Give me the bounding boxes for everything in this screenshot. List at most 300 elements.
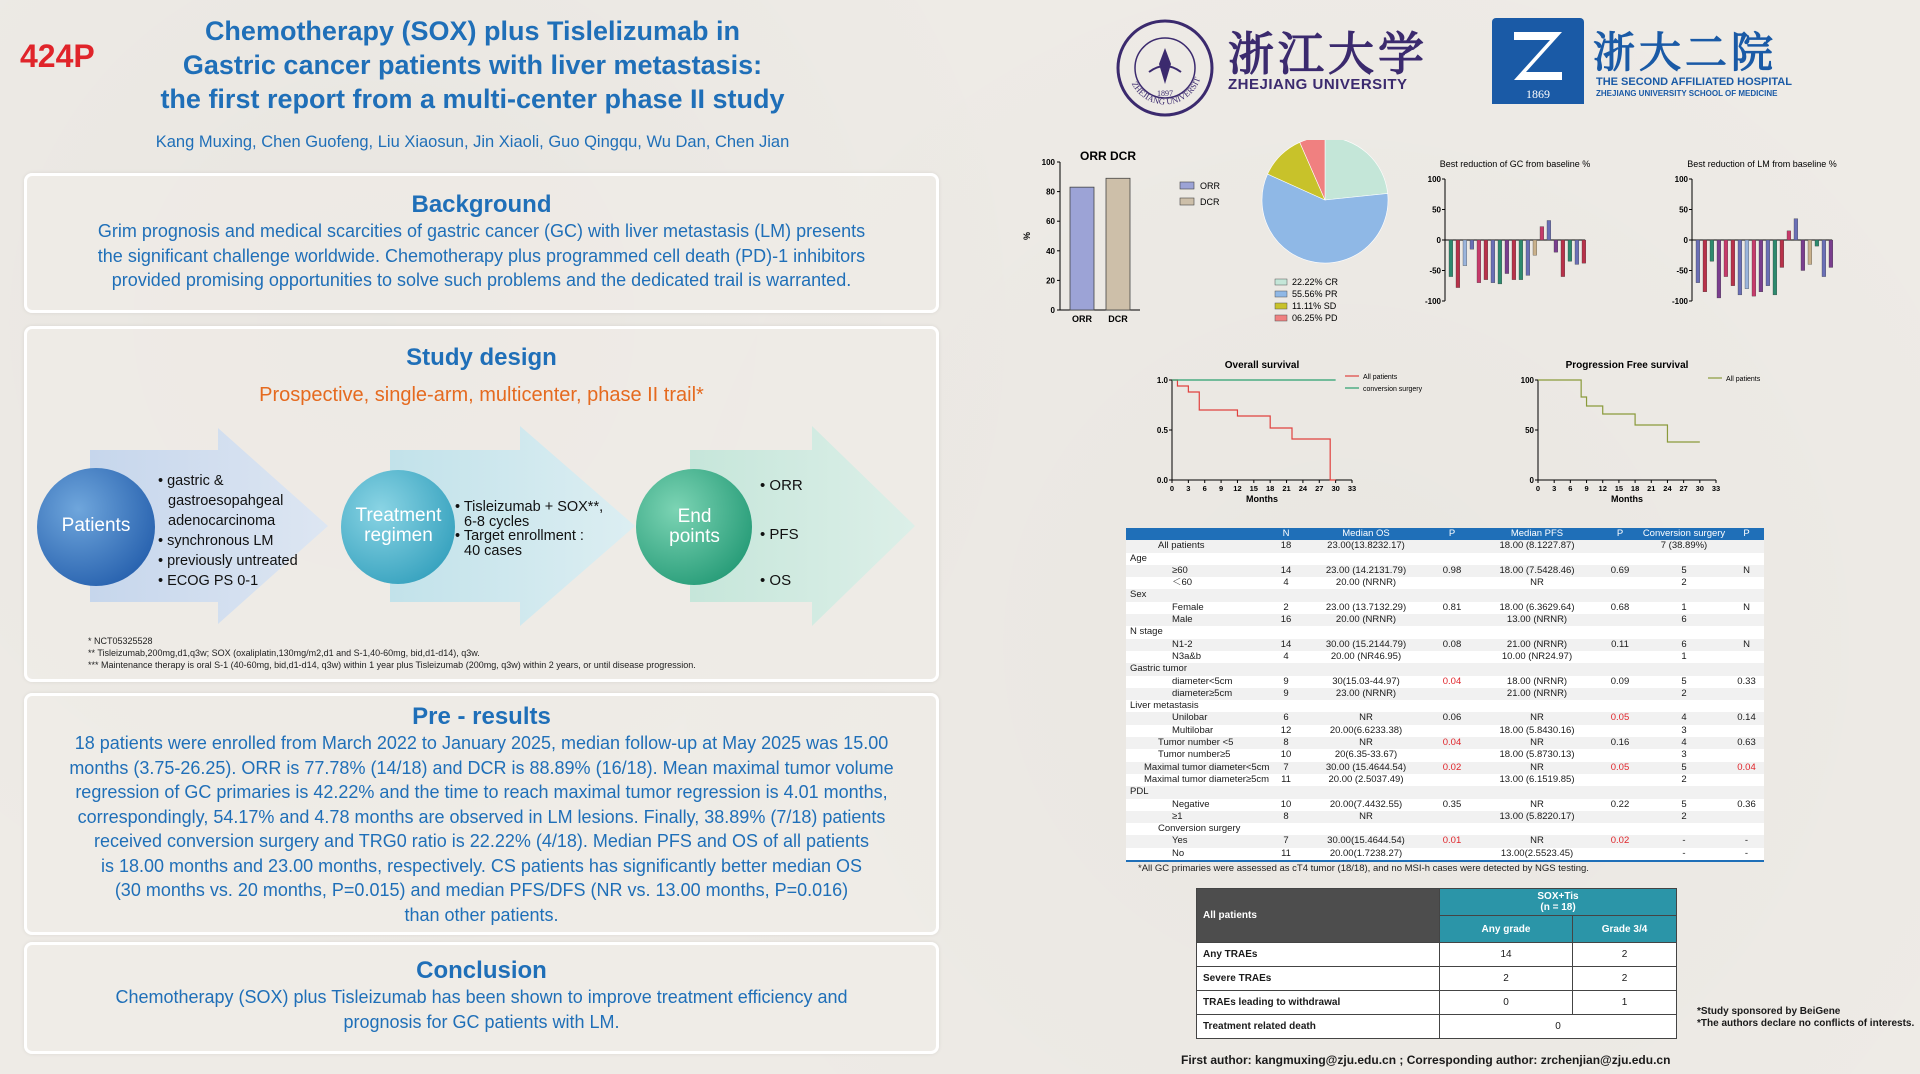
p-cell xyxy=(1729,811,1764,823)
p-cell xyxy=(1601,663,1639,675)
treatment-items xyxy=(455,500,603,558)
p-cell xyxy=(1601,848,1639,860)
chart-title: Best reduction of GC from baseline % xyxy=(1439,159,1591,169)
os-cell: 30.00 (15.2144.79) xyxy=(1301,639,1431,651)
os-cell: 20(6.35-33.67) xyxy=(1301,749,1431,761)
pfs-cell: 10.00 (NR24.97) xyxy=(1473,651,1601,663)
p-cell: 0.04 xyxy=(1729,762,1764,774)
bar xyxy=(1561,240,1565,277)
criteria-item: • gastric & xyxy=(158,473,224,489)
x-tick-label: 3 xyxy=(1186,484,1191,493)
p-cell: 0.02 xyxy=(1431,762,1473,774)
row-label: diameter<5cm xyxy=(1126,676,1271,688)
row-label: PDL xyxy=(1126,786,1271,798)
y-tick-label: 0 xyxy=(1529,476,1534,485)
bar xyxy=(1477,240,1481,283)
zju-name-cn: 浙江大学 xyxy=(1228,27,1428,81)
p-cell xyxy=(1601,774,1639,786)
legend-swatch xyxy=(1180,198,1194,205)
contact-line: First author: kangmuxing@zju.edu.cn ; Corresponding author: zrchenjian@zju.edu.cn xyxy=(1181,1053,1671,1067)
n-cell: 6 xyxy=(1271,712,1301,724)
pfs-cell xyxy=(1473,663,1601,675)
os-cell: 20.00(7.4432.55) xyxy=(1301,799,1431,811)
x-tick-label: 15 xyxy=(1249,484,1258,493)
y-tick-label: -50 xyxy=(1429,266,1441,276)
cs-cell: 6 xyxy=(1639,639,1729,651)
x-tick-label: 21 xyxy=(1647,484,1656,493)
pfs-cell xyxy=(1473,823,1601,835)
trae-cell: 0 xyxy=(1440,991,1573,1015)
trae-header-row xyxy=(1197,889,1677,916)
bar xyxy=(1491,240,1495,283)
table-row xyxy=(1126,700,1764,712)
p-cell xyxy=(1729,626,1764,638)
poster-id: 424P xyxy=(20,38,95,74)
pfs-cell: 18.00 (5.8730.13) xyxy=(1473,749,1601,761)
criteria-item: • synchronous LM xyxy=(158,533,274,549)
bar xyxy=(1731,240,1735,286)
pfs-cell: NR xyxy=(1473,762,1601,774)
y-tick-label: 0.0 xyxy=(1156,476,1168,485)
bar xyxy=(1738,240,1742,295)
x-tick-label: 15 xyxy=(1614,484,1624,493)
p-cell: 0.14 xyxy=(1729,712,1764,724)
endpoint-orr: • ORR xyxy=(760,477,803,494)
pre-results-line: correspondingly, 54.17% and 4.78 months are observed in LM lesions. Finally, 38.89% (7/18) patients xyxy=(77,806,886,827)
os-cell xyxy=(1301,589,1431,601)
n-cell: 10 xyxy=(1271,749,1301,761)
os-cell: 23.00 (14.2131.79) xyxy=(1301,565,1431,577)
legend-swatch xyxy=(1275,291,1287,297)
pre-results-line: is 18.00 months and 23.00 months, respectively. CS patients has significantly better median OS xyxy=(100,855,863,876)
trae-row-label: Any TRAEs xyxy=(1197,943,1440,967)
x-tick-label: ORR xyxy=(1072,314,1092,324)
table-row xyxy=(1126,651,1764,663)
row-label: Maximal tumor diameter≥5cm xyxy=(1126,774,1271,786)
table-row xyxy=(1126,688,1764,700)
conclusion-text xyxy=(27,985,936,1034)
trae-cell: 14 xyxy=(1440,943,1573,967)
y-tick-label: 20 xyxy=(1046,276,1055,286)
os-cell: 20.00 (NRNR) xyxy=(1301,577,1431,589)
table-row xyxy=(1126,553,1764,565)
p-cell: 0.16 xyxy=(1601,737,1639,749)
p-cell xyxy=(1431,577,1473,589)
pfs-cell xyxy=(1473,786,1601,798)
chart-title: Overall survival xyxy=(1224,360,1300,371)
trae-row-label: TRAEs leading to withdrawal xyxy=(1197,991,1440,1015)
table-header-cell: P xyxy=(1431,528,1473,540)
hospital-name-cn: 浙大二院 xyxy=(1593,28,1778,77)
bar xyxy=(1519,240,1523,280)
bar xyxy=(1710,240,1714,261)
bar xyxy=(1575,240,1579,264)
row-label: No xyxy=(1126,848,1271,860)
table-row xyxy=(1126,663,1764,675)
x-tick-label: 21 xyxy=(1282,484,1291,493)
treatment-item: 6-8 cycles xyxy=(464,513,530,530)
criteria-item: adenocarcinoma xyxy=(168,513,276,529)
row-label: Yes xyxy=(1126,835,1271,847)
cs-cell: 3 xyxy=(1639,749,1729,761)
bar xyxy=(1505,240,1509,274)
legend-label: 22.22% CR xyxy=(1292,277,1339,287)
endpoint-pfs: • PFS xyxy=(760,526,799,543)
pfs-cell: NR xyxy=(1473,712,1601,724)
pfs-cell: 18.00 (6.3629.64) xyxy=(1473,602,1601,614)
os-cell: 30.00(15.4644.54) xyxy=(1301,835,1431,847)
trae-row xyxy=(1197,967,1677,991)
row-label: Unilobar xyxy=(1126,712,1271,724)
p-cell xyxy=(1601,700,1639,712)
cs-cell xyxy=(1639,823,1729,835)
x-tick-label: 9 xyxy=(1584,484,1589,493)
study-design-subtitle: Prospective, single-arm, multicenter, phase II trail* xyxy=(259,384,704,406)
p-cell xyxy=(1431,774,1473,786)
row-label: Liver metastasis xyxy=(1126,700,1271,712)
row-label: Male xyxy=(1126,614,1271,626)
bar xyxy=(1773,240,1777,295)
table-header-cell: P xyxy=(1601,528,1639,540)
footnote: * NCT05325528 xyxy=(88,636,153,646)
bar xyxy=(1106,178,1130,310)
p-cell xyxy=(1431,725,1473,737)
bar xyxy=(1766,240,1770,286)
treatment-item: 40 cases xyxy=(464,542,523,559)
bar xyxy=(1822,240,1826,277)
hospital-sub-en: ZHEJIANG UNIVERSITY SCHOOL OF MEDICINE xyxy=(1596,89,1778,98)
p-cell: - xyxy=(1729,848,1764,860)
trae-col-header: Any grade xyxy=(1440,916,1573,943)
y-tick-label: 0.5 xyxy=(1156,426,1168,435)
p-cell xyxy=(1601,749,1639,761)
p-cell: 0.08 xyxy=(1431,639,1473,651)
os-cell: 20.00 (NRNR) xyxy=(1301,614,1431,626)
background-line: provided promising opportunities to solve such problems and the dedicated trail is warranted. xyxy=(111,270,852,290)
table-row xyxy=(1126,774,1764,786)
x-tick-label: 6 xyxy=(1202,484,1207,493)
x-tick-label: 12 xyxy=(1598,484,1607,493)
pre-results-line: (30 months vs. 20 months, P=0.015) and median PFS/DFS (NR vs. 13.00 months, P=0.016) xyxy=(114,880,849,900)
p-cell xyxy=(1729,725,1764,737)
p-cell xyxy=(1729,823,1764,835)
row-label: Tumor number≥5 xyxy=(1126,749,1271,761)
chart-title: Progression Free survival xyxy=(1565,360,1689,371)
bar xyxy=(1456,240,1460,288)
legend-label: 06.25% PD xyxy=(1292,313,1338,323)
table-row xyxy=(1126,786,1764,798)
cs-cell: 5 xyxy=(1639,799,1729,811)
p-cell: 0.05 xyxy=(1601,762,1639,774)
n-cell xyxy=(1271,786,1301,798)
legend-label: DCR xyxy=(1200,197,1220,207)
legend-swatch xyxy=(1275,315,1287,321)
trae-row xyxy=(1197,1015,1677,1039)
footnote: *** Maintenance therapy is oral S-1 (40-60mg, bid,d1-d14, q3w) within 1 year plus Tisleizumab (200mg, q3w) within 2 years, or until disease progression. xyxy=(88,660,696,670)
y-tick-label: 80 xyxy=(1046,187,1055,197)
bar xyxy=(1829,240,1833,267)
cs-cell: 7 (38.89%) xyxy=(1639,540,1729,552)
table-header-cell: N xyxy=(1271,528,1301,540)
legend-label: ORR xyxy=(1200,181,1220,191)
sponsor-notes xyxy=(1697,1006,1914,1030)
legend-label: All patients xyxy=(1363,374,1398,381)
p-cell xyxy=(1601,786,1639,798)
pfs-cell: NR xyxy=(1473,835,1601,847)
os-cell xyxy=(1301,626,1431,638)
y-tick-label: 0 xyxy=(1436,236,1441,245)
background-heading: Background xyxy=(411,191,552,218)
p-cell xyxy=(1729,749,1764,761)
subgroup-table-wrap xyxy=(1126,528,1764,862)
pfs-cell: NR xyxy=(1473,799,1601,811)
os-cell: 30(15.03-44.97) xyxy=(1301,676,1431,688)
x-tick-label: 6 xyxy=(1568,484,1573,493)
pre-results-text xyxy=(27,731,936,927)
table-row xyxy=(1126,823,1764,835)
p-cell xyxy=(1431,651,1473,663)
legend-swatch xyxy=(1180,182,1194,189)
conclusion-heading: Conclusion xyxy=(416,957,547,984)
n-cell xyxy=(1271,823,1301,835)
row-label: Female xyxy=(1126,602,1271,614)
y-tick-label: -100 xyxy=(1671,297,1688,306)
p-cell xyxy=(1601,626,1639,638)
y-tick-label: 100 xyxy=(1427,175,1441,184)
p-cell xyxy=(1601,688,1639,700)
table-header-cell xyxy=(1126,528,1271,540)
table-row xyxy=(1126,749,1764,761)
title-line-3: the first report from a multi-center phase II study xyxy=(160,84,785,114)
treatment-label-line: Treatment xyxy=(355,505,442,526)
os-cell: 23.00 (NRNR) xyxy=(1301,688,1431,700)
table-row xyxy=(1126,602,1764,614)
row-label: All patients xyxy=(1126,540,1271,552)
bar xyxy=(1449,240,1453,277)
y-tick-label: 50 xyxy=(1432,205,1441,215)
p-cell: 0.06 xyxy=(1431,712,1473,724)
row-label: ＜60 xyxy=(1126,577,1271,589)
x-tick-label: 0 xyxy=(1535,484,1541,493)
n-cell: 9 xyxy=(1271,676,1301,688)
cs-cell: 4 xyxy=(1639,712,1729,724)
table-header-row xyxy=(1126,528,1764,540)
n-cell: 9 xyxy=(1271,688,1301,700)
chart-title: Best reduction of LM from baseline % xyxy=(1687,159,1837,169)
coi-note: *The authors declare no conflicts of interests. xyxy=(1697,1018,1915,1029)
p-cell xyxy=(1729,663,1764,675)
n-cell: 14 xyxy=(1271,565,1301,577)
bar xyxy=(1498,240,1502,284)
p-cell xyxy=(1729,540,1764,552)
pre-results-line: regression of GC primaries is 42.22% and the time to reach maximal tumor regression is 4.01 months, xyxy=(75,782,888,802)
n-cell: 18 xyxy=(1271,540,1301,552)
p-cell xyxy=(1729,614,1764,626)
p-cell xyxy=(1431,700,1473,712)
p-cell: 0.11 xyxy=(1601,639,1639,651)
bar xyxy=(1794,219,1798,240)
bar xyxy=(1554,240,1558,252)
x-tick-label: 3 xyxy=(1552,484,1557,493)
pfs-cell: 13.00(2.5523.45) xyxy=(1473,848,1601,860)
bar xyxy=(1752,240,1756,296)
n-cell xyxy=(1271,663,1301,675)
cs-cell: 2 xyxy=(1639,811,1729,823)
p-cell xyxy=(1431,540,1473,552)
sponsor-note: *Study sponsored by BeiGene xyxy=(1697,1006,1841,1017)
p-cell: - xyxy=(1729,835,1764,847)
cs-cell xyxy=(1639,553,1729,565)
cs-cell xyxy=(1639,663,1729,675)
table-row xyxy=(1126,565,1764,577)
os-cell xyxy=(1301,663,1431,675)
pre-results-line: received conversion surgery and TRG0 ratio is 22.22% (4/18). Median PFS and OS of all patients xyxy=(93,831,870,851)
bar xyxy=(1780,240,1784,267)
endpoints-label xyxy=(636,507,753,547)
cs-cell xyxy=(1639,700,1729,712)
cs-cell: 2 xyxy=(1639,774,1729,786)
survival-line xyxy=(1538,380,1700,442)
row-label: ≥60 xyxy=(1126,565,1271,577)
authors: Kang Muxing, Chen Guofeng, Liu Xiaosun, Jin Xiaoli, Guo Qingqu, Wu Dan, Chen Jian xyxy=(155,133,790,151)
trae-row xyxy=(1197,991,1677,1015)
bar xyxy=(1070,187,1094,310)
treatment-item: • Tisleizumab + SOX**, xyxy=(455,499,604,515)
title-line-2: Gastric cancer patients with liver metastasis: xyxy=(182,50,763,80)
survival-line xyxy=(1172,380,1336,480)
criteria-item: gastroesopahgeal xyxy=(168,493,284,509)
p-cell: 0.04 xyxy=(1431,676,1473,688)
os-cell: 23.00(13.8232.17) xyxy=(1301,540,1431,552)
trae-cell: 2 xyxy=(1573,943,1677,967)
y-tick-label: 100 xyxy=(1041,158,1055,167)
trae-group-header xyxy=(1440,889,1677,916)
n-cell: 11 xyxy=(1271,774,1301,786)
bar xyxy=(1724,240,1728,277)
table-row xyxy=(1126,811,1764,823)
chart-title: ORR DCR xyxy=(1080,149,1136,163)
trae-row-label: Treatment related death xyxy=(1197,1015,1440,1039)
p-cell: 0.09 xyxy=(1601,676,1639,688)
p-cell: 0.81 xyxy=(1431,602,1473,614)
pfs-cell: NR xyxy=(1473,577,1601,589)
y-tick-label: 40 xyxy=(1046,246,1055,256)
n-cell: 16 xyxy=(1271,614,1301,626)
hospital-year: 1869 xyxy=(1526,87,1550,101)
bar xyxy=(1745,240,1749,289)
trae-cell: 0 xyxy=(1440,1015,1677,1039)
table-row xyxy=(1126,626,1764,638)
bar xyxy=(1801,240,1805,271)
trae-row-label: Severe TRAEs xyxy=(1197,967,1440,991)
cs-cell xyxy=(1639,626,1729,638)
p-cell xyxy=(1431,749,1473,761)
legend-label: conversion surgery xyxy=(1363,386,1423,393)
criteria-item: • ECOG PS 0-1 xyxy=(158,573,259,589)
y-tick-label: 100 xyxy=(1520,376,1534,385)
p-cell xyxy=(1601,540,1639,552)
p-cell xyxy=(1729,774,1764,786)
y-tick-label: 50 xyxy=(1525,426,1534,435)
background-line: the significant challenge worldwide. Chemotherapy plus programmed cell death (PD)-1 inhibitors xyxy=(97,245,866,266)
table-row xyxy=(1126,589,1764,601)
row-label: Maximal tumor diameter<5cm xyxy=(1126,762,1271,774)
n-cell: 11 xyxy=(1271,848,1301,860)
treatment-label xyxy=(340,506,457,546)
treatment-item: • Target enrollment : xyxy=(455,528,584,544)
bar xyxy=(1484,240,1488,280)
table-row xyxy=(1126,725,1764,737)
conclusion-panel xyxy=(24,942,939,1054)
os-cell: 20.00(1.7238.27) xyxy=(1301,848,1431,860)
bar xyxy=(1696,240,1700,283)
p-cell xyxy=(1431,688,1473,700)
table-row xyxy=(1126,577,1764,589)
p-cell: 0.68 xyxy=(1601,602,1639,614)
table-row xyxy=(1126,540,1764,552)
table-row xyxy=(1126,614,1764,626)
y-tick-label: -100 xyxy=(1424,297,1441,306)
row-label: diameter≥5cm xyxy=(1126,688,1271,700)
background-panel xyxy=(24,173,939,313)
os-cell xyxy=(1301,823,1431,835)
p-cell: 0.33 xyxy=(1729,676,1764,688)
cs-cell: 5 xyxy=(1639,762,1729,774)
x-tick-label: 0 xyxy=(1169,484,1175,493)
row-label: N stage xyxy=(1126,626,1271,638)
bar xyxy=(1717,240,1721,298)
background-text xyxy=(27,219,936,293)
os-cell: 20.00 (NR46.95) xyxy=(1301,651,1431,663)
hospital-logo-badge xyxy=(1492,18,1584,104)
table-row xyxy=(1126,712,1764,724)
endpoints-label-line: End xyxy=(677,506,712,527)
footnote: ** Tisleizumab,200mg,d1,q3w; SOX (oxaliplatin,130mg/m2,d1 and S-1,40-60mg, bid,d1-d14), q3w. xyxy=(88,648,480,658)
subgroup-footnote: *All GC primaries were assessed as cT4 tumor (18/18), and no MSI-h cases were detected by NGS testing. xyxy=(1138,863,1589,874)
p-cell: 0.63 xyxy=(1729,737,1764,749)
bar xyxy=(1540,227,1544,240)
x-tick-label: 18 xyxy=(1266,484,1275,493)
row-label: Sex xyxy=(1126,589,1271,601)
background-line: Grim prognosis and medical scarcities of gastric cancer (GC) with liver metastasis (LM) presents xyxy=(97,221,866,241)
table-row xyxy=(1126,762,1764,774)
pfs-cell: 13.00 (5.8220.17) xyxy=(1473,811,1601,823)
p-cell: 0.36 xyxy=(1729,799,1764,811)
p-cell xyxy=(1601,823,1639,835)
x-tick-label: 18 xyxy=(1630,484,1640,493)
x-tick-label: DCR xyxy=(1108,314,1128,324)
pfs-cell xyxy=(1473,589,1601,601)
pfs-cell xyxy=(1473,626,1601,638)
pfs-cell: 13.00 (NRNR) xyxy=(1473,614,1601,626)
trae-group-header-line: SOX+Tis xyxy=(1537,891,1579,902)
p-cell xyxy=(1431,811,1473,823)
x-tick-label: 24 xyxy=(1298,484,1308,493)
p-cell xyxy=(1729,589,1764,601)
p-cell: N xyxy=(1729,602,1764,614)
cs-cell: - xyxy=(1639,835,1729,847)
legend-label: 11.11% SD xyxy=(1292,301,1337,311)
bar xyxy=(1808,240,1812,264)
os-cell xyxy=(1301,553,1431,565)
p-cell xyxy=(1729,553,1764,565)
n-cell: 4 xyxy=(1271,577,1301,589)
p-cell xyxy=(1601,811,1639,823)
n-cell: 7 xyxy=(1271,835,1301,847)
trae-cell: 1 xyxy=(1573,991,1677,1015)
p-cell xyxy=(1431,553,1473,565)
pfs-cell: NR xyxy=(1473,737,1601,749)
